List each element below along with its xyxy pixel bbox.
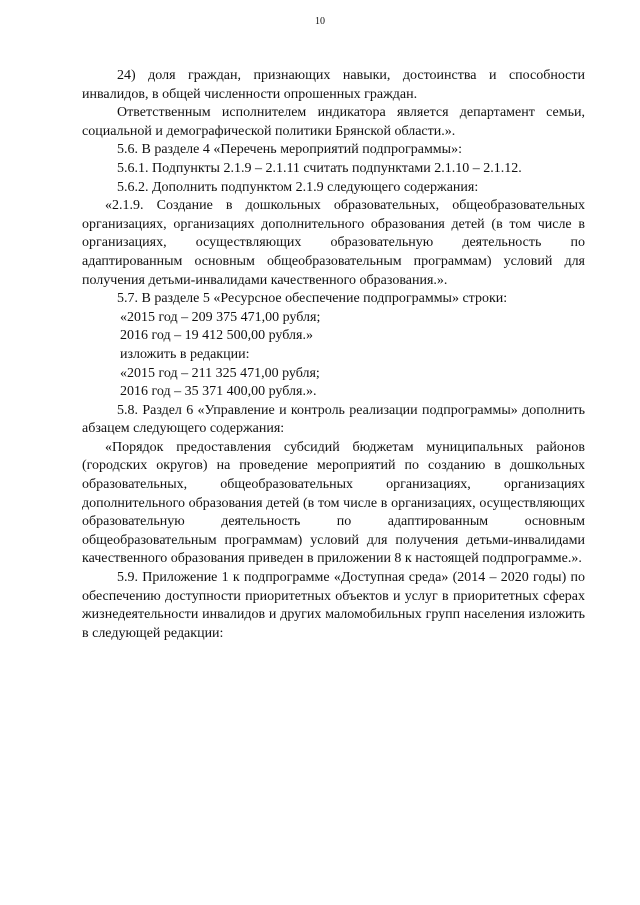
paragraph-5-6: 5.6. В разделе 4 «Перечень мероприятий подпрограммы»: bbox=[117, 142, 462, 158]
paragraph-indicator-24: 24) доля граждан, признающих навыки, достоинства и способности инвалидов, в общей численности опрошенных граждан. bbox=[82, 68, 585, 102]
page-number: 10 bbox=[315, 16, 325, 27]
paragraph-subsidy-procedure: «Порядок предоставления субсидий бюджетам муниципальных районов (городских округов) на проведение мероприятий по созданию в дошкольных образовательных, общеобразовательных организациях, организациях дополнительного образования детей (в том числе в организациях, осуществляющих образовательную деятельность по адаптированным основным общеобразовательным программам) условий для получения детьми-инвалидами качественного образования приведен в приложении 8 к настоящей подпрограмме.». bbox=[82, 439, 585, 567]
new-line-2015: «2015 год – 211 325 471,00 рубля; bbox=[120, 365, 320, 381]
old-line-2015: «2015 год – 209 375 471,00 рубля; bbox=[120, 309, 321, 325]
paragraph-5-7: 5.7. В разделе 5 «Ресурсное обеспечение подпрограммы» строки: bbox=[117, 291, 508, 307]
new-line-2016: 2016 год – 35 371 400,00 рубля.». bbox=[120, 384, 317, 400]
paragraph-5-6-2: 5.6.2. Дополнить подпунктом 2.1.9 следующего содержания: bbox=[117, 179, 479, 195]
paragraph-5-9: 5.9. Приложение 1 к подпрограмме «Доступная среда» (2014 – 2020 годы) по обеспечению доступности приоритетных объектов и услуг в приоритетных сферах жизнедеятельности инвалидов и других маломобильных групп населения изложить в следующей редакции: bbox=[82, 570, 585, 641]
old-line-2016: 2016 год – 19 412 500,00 рубля.» bbox=[120, 328, 313, 344]
paragraph-responsible-executor: Ответственным исполнителем индикатора является департамент семьи, социальной и демографической политики Брянской области.». bbox=[82, 105, 585, 139]
document-body bbox=[82, 67, 585, 643]
paragraph-2-1-9: «2.1.9. Создание в дошкольных образовательных, общеобразовательных организациях, организациях дополнительного образования детей (в том числе в организациях, осуществляющих образовательную деятельность по адаптированным основным общеобразовательным программам) условий для получения детьми-инвалидами качественного образования.». bbox=[82, 198, 585, 288]
state-in-edition: изложить в редакции: bbox=[120, 346, 250, 362]
paragraph-5-8: 5.8. Раздел 6 «Управление и контроль реализации подпрограммы» дополнить абзацем следующего содержания: bbox=[82, 402, 585, 437]
paragraph-5-6-1: 5.6.1. Подпункты 2.1.9 – 2.1.11 считать подпунктами 2.1.10 – 2.1.12. bbox=[117, 160, 522, 176]
